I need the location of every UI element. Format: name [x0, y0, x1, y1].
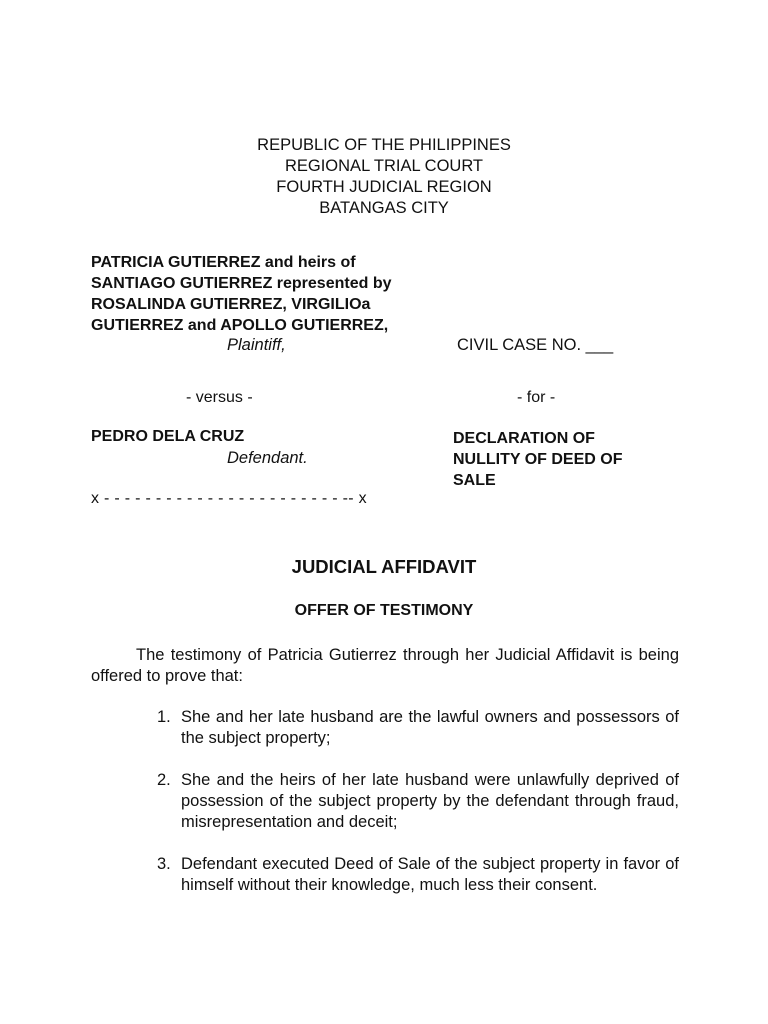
plaintiff-line: PATRICIA GUTIERREZ and heirs of: [91, 254, 356, 271]
list-item-text: Defendant executed Deed of Sale of the subject property in favor of himself without their knowledge, much less their consent.: [181, 855, 679, 894]
list-item-text: She and the heirs of her late husband were unlawfully deprived of possession of the subject property by the defendant through fraud, misrepresentation and deceit;: [181, 771, 679, 831]
court-header: [0, 135, 768, 219]
plaintiff-line: GUTIERREZ and APOLLO GUTIERREZ,: [91, 317, 389, 334]
list-item: [91, 707, 679, 749]
list-item-number: 1.: [157, 708, 171, 726]
list-item-number: 2.: [157, 771, 171, 789]
case-nature: [453, 428, 653, 491]
list-item: [91, 854, 679, 896]
intro-paragraph: The testimony of Patricia Gutierrez through her Judicial Affidavit is being offered to prove that:: [91, 646, 679, 685]
defendant-name: PEDRO DELA CRUZ: [91, 428, 245, 445]
plaintiff-role: Plaintiff,: [227, 336, 286, 354]
testimony-list: [91, 707, 679, 917]
list-item-text: She and her late husband are the lawful owners and possessors of the subject property;: [181, 708, 679, 747]
case-nature-line: DECLARATION OF: [453, 430, 595, 447]
case-nature-line: SALE: [453, 472, 496, 489]
for-label: - for -: [517, 389, 556, 406]
list-item-number: 3.: [157, 855, 171, 873]
plaintiff-line: SANTIAGO GUTIERREZ represented by: [91, 275, 392, 292]
document-title: JUDICIAL AFFIDAVIT: [291, 556, 477, 577]
court-header-line: BATANGAS CITY: [319, 199, 449, 217]
plaintiff-line: ROSALINDA GUTIERREZ, VIRGILIOa: [91, 296, 371, 313]
court-header-line: REPUBLIC OF THE PHILIPPINES: [257, 136, 511, 154]
caption-separator: x - - - - - - - - - - - - - - - - - - - - - - - -- x: [91, 490, 367, 507]
document-subtitle: OFFER OF TESTIMONY: [294, 602, 474, 619]
court-header-line: FOURTH JUDICIAL REGION: [276, 178, 492, 196]
court-header-line: REGIONAL TRIAL COURT: [284, 157, 484, 175]
plaintiff-names: [91, 252, 451, 336]
case-number: CIVIL CASE NO. ___: [457, 336, 614, 354]
defendant-role: Defendant.: [227, 449, 308, 467]
list-item: [91, 770, 679, 833]
case-nature-line: NULLITY OF DEED OF: [453, 451, 623, 468]
versus-label: - versus -: [186, 389, 253, 406]
